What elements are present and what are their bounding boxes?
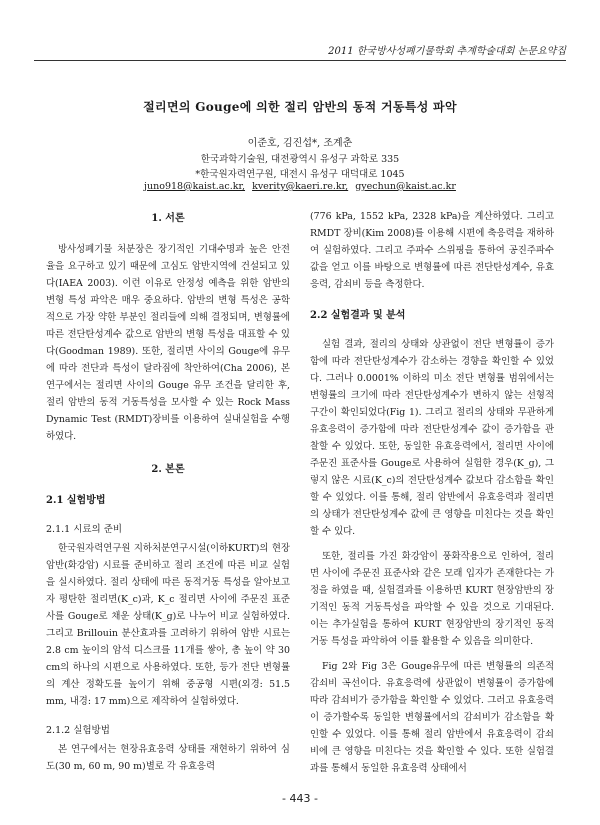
section-2-1-2-heading: 2.1.2 실험방법 [46, 725, 110, 736]
paper-title: 절리면의 Gouge에 의한 절리 암반의 동적 거동특성 파악 [143, 100, 457, 114]
section-2-1-1-heading: 2.1.1 시료의 준비 [46, 524, 123, 535]
paper-authors: 이준호, 김진섭*, 조계춘 [247, 138, 353, 149]
email-link-1[interactable]: juno918@kaist.ac.kr, [144, 181, 246, 192]
proceedings-header: 2011 한국방사성폐기물학회 추계학술대회 논문요약집 [328, 46, 566, 57]
affiliation-2: *한국원자력연구원, 대전시 유성구 대덕대로 1045 [195, 169, 405, 180]
results-paragraph-3: Fig 2와 Fig 3은 Gouge유무에 따른 변형률의 의존적 감쇠비 곡선이다. 유효응력에 상관없이 변형률이 증가함에 따라 감쇠비가 증가함을 확인할 수 있었다. 그러고 유효응력이 증가할수록 동일한 변형률에서의 감쇠비가 감소함을 확인할 수 있었다. 이를 통해 절리 암반에서 유효응력이 감쇠비에 큰 영향을 미친다는 것을 확인할 수 있다. 또한 실험결과를 통해서 동일한 유효응력 상태에서 [310, 661, 554, 774]
intro-paragraph: 방사성폐기물 처분장은 장기적인 기대수명과 높은 안전율을 요구하고 있기 때문에 고심도 암반지역에 건설되고 있다(IAEA 2003). 이런 이유로 안정성 예측을 위한 암반의 변형 특성 파악은 매우 중요하다. 암반의 변형 특성은 공학적으로 가장 약한 부분인 절리들에 의해 결정되며, 변형률에 따른 전단탄성계수 값으로 암반의 변형 특성을 대표할 수 있다(Goodman 1989). 또한, 절리면 사이의 Gouge에 유무에 따라 전단과 특성이 달라짐에 착안하여(Cha 2006), 본 연구에서는 절리면 사이의 Gouge 유무 조건을 달리한 후, 절리 암반의 동적 거동특성을 모사할 수 있는 Rock Mass Dynamic Test (RMDT)장비를 이용하여 실내실험을 수행하였다. [46, 244, 290, 442]
right-column [310, 208, 554, 777]
section-2-2-heading: 2.2 실험결과 및 분석 [310, 310, 406, 321]
page-number: - 443 - [282, 792, 318, 805]
sample-prep-paragraph: 한국원자력연구원 지하처분연구시설(이하KURT)의 현장암반(화강암) 시료를 준비하고 절리 조건에 따른 비교 실험을 실시하였다. 절리 상태에 따른 동적거동 특성을 알아보고자 평탄한 절리면(K_c)과, K_c 절리면 사이에 주문진 표준사를 Gouge로 채운 상태(K_g)로 나누어 비교 실험하였다. 그리고 Brillouin 분산효과를 고려하기 위하여 암반 시료는 2.8 cm 높이의 암석 디스크를 11개를 쌓아, 총 높이 약 30 cm의 하나의 시편으로 사용하였다. 또한, 등가 전단 변형률의 계산 정확도를 높이기 위해 중공형 시편(외경: 51.5 mm, 내경: 17 mm)으로 제작하여 실험하였다. [46, 543, 290, 707]
email-link-3[interactable]: gyechun@kaist.ac.kr [355, 181, 456, 192]
section-1-heading: 1. 서론 [151, 213, 185, 224]
header-divider [34, 60, 566, 61]
left-column [46, 208, 290, 775]
method-paragraph: 본 연구에서는 현장유효응력 상태를 재현하기 위하여 심도(30 m, 60 m, 90 m)별로 각 유효응력 [46, 744, 290, 772]
email-link-2[interactable]: kverity@kaeri.re.kr, [252, 181, 349, 192]
section-2-1-heading: 2.1 실험방법 [46, 495, 106, 506]
results-paragraph-2: 또한, 절리를 가진 화강암이 풍화작용으로 인하여, 절리면 사이에 주문진 표준사와 같은 모래 입자가 존재한다는 가정을 하였을 때, 실험결과를 이용하면 KURT 현장암반의 장기적인 동적 거동특성을 파악할 수 있을 것으로 기대된다. 이는 추가실험을 통하여 KURT 현장암반의 장기적인 동적 거동 특성을 파악하여 이를 활용할 수 있음을 의미한다. [310, 551, 554, 647]
author-emails [0, 181, 600, 192]
section-2-heading: 2. 본론 [151, 464, 185, 475]
method-paragraph-continued: (776 kPa, 1552 kPa, 2328 kPa)을 계산하였다. 그리고 RMDT 장비(Kim 2008)를 이용해 시편에 축응력을 재하하여 실험하였다. 그리고 주파수 스위핑을 통하여 공진주파수 값을 얻고 이를 바탕으로 변형률에 따른 전단탄성계수, 유효응력, 감쇠비 등을 측정한다. [310, 211, 554, 290]
results-paragraph-1: 실험 결과, 절리의 상태와 상관없이 전단 변형률이 증가함에 따라 전단탄성계수가 감소하는 경향을 확인할 수 있었다. 그러나 0.0001% 이하의 미소 전단 변형률 범위에서는 변형률의 크기에 따라 전단탄성계수가 변하지 않는 선형적 구간이 확인되었다(Fig 1). 그리고 절리의 상태와 무관하게 유효응력이 증가함에 따라 전단탄성계수 값이 증가함을 관찰할 수 있었다. 또한, 동일한 유효응력에서, 절리면 사이에 주문진 표준사를 Gouge로 사용하여 실험한 경우(K_g), 그렇지 않은 시료(K_c)의 전단탄성계수 값보다 감소함을 확인할 수 있었다. 이를 통해, 절리 암반에서 유효응력과 절리면의 상태가 전단탄성계수 값에 큰 영향을 미친다는 것을 확인할 수 있다. [310, 339, 554, 537]
affiliation-1: 한국과학기술원, 대전광역시 유성구 과학로 335 [200, 154, 400, 165]
